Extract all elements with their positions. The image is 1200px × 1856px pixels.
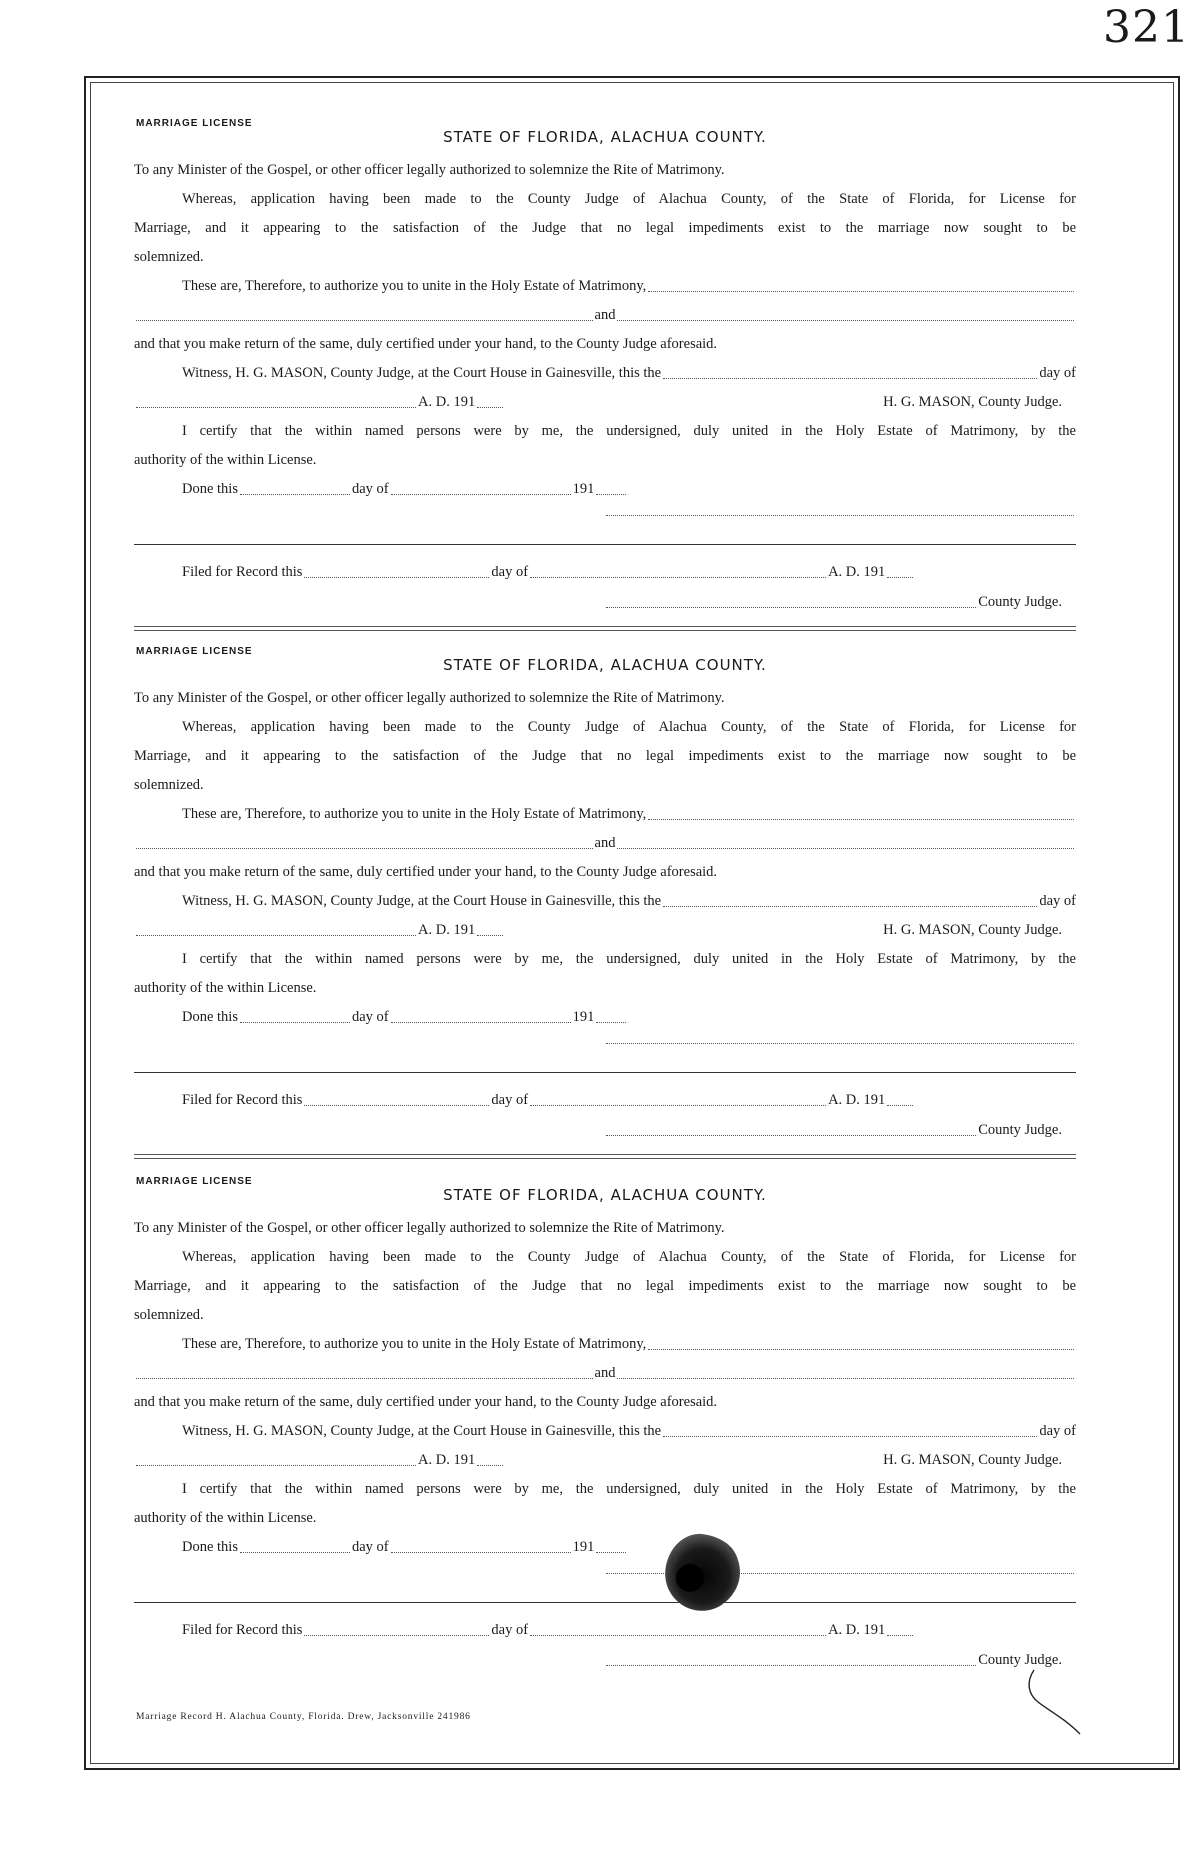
authorize-line: These are, Therefore, to authorize you to unite in the Holy Estate of Matrimony, — [134, 1336, 1076, 1353]
whereas-line-2: Marriage, and it appearing to the satisfaction of the Judge that no legal impediments exist to the marriage now sought to be — [134, 1278, 1076, 1294]
witness-line: Witness, H. G. MASON, County Judge, at the Court House in Gainesville, this the day of — [182, 1423, 1076, 1439]
certify-line-2: authority of the within License. — [134, 1510, 317, 1526]
whereas-line-2: Marriage, and it appearing to the satisfaction of the Judge that no legal impediments exist to the marriage now sought to be — [134, 748, 1076, 764]
done-line: Done this day of 191 — [134, 1009, 1076, 1026]
license-kicker: MARRIAGE LICENSE — [136, 118, 253, 129]
and-line: and — [134, 835, 1076, 852]
date-judge-line: A. D. 191 H. G. MASON, County Judge. — [134, 1452, 1076, 1469]
date-judge-line: A. D. 191 H. G. MASON, County Judge. — [134, 922, 1076, 939]
whereas-line-3: solemnized. — [134, 1307, 204, 1323]
license-title: STATE OF FLORIDA, ALACHUA COUNTY. — [443, 128, 767, 146]
certify-line-2: authority of the within License. — [134, 452, 317, 468]
and-line: and — [134, 307, 1076, 324]
county-judge-line: County Judge. — [134, 1652, 1076, 1669]
printer-imprint: Marriage Record H. Alachua County, Florida. Drew, Jacksonville 241986 — [136, 1712, 471, 1722]
certify-line-1: I certify that the within named persons were by me, the undersigned, duly united in the Holy Estate of Matrimony, by the — [182, 423, 1076, 439]
date-judge-line: A. D. 191 H. G. MASON, County Judge. — [134, 394, 1076, 411]
license-title: STATE OF FLORIDA, ALACHUA COUNTY. — [443, 1186, 767, 1204]
and-line: and — [134, 1365, 1076, 1382]
section-divider — [134, 1602, 1076, 1603]
return-line: and that you make return of the same, duly certified under your hand, to the County Judge aforesaid. — [134, 336, 718, 352]
license-kicker: MARRIAGE LICENSE — [136, 646, 253, 657]
signature-line — [134, 1038, 1076, 1039]
whereas-line-1: Whereas, application having been made to the County Judge of Alachua County, of the State of Florida, for License for — [182, 191, 1076, 207]
signature-line — [134, 510, 1076, 511]
authorize-line: These are, Therefore, to authorize you to unite in the Holy Estate of Matrimony, — [134, 806, 1076, 823]
filed-line: Filed for Record this day of A. D. 191 — [134, 564, 1076, 581]
address-line: To any Minister of the Gospel, or other officer legally authorized to solemnize the Rite of Matrimony. — [134, 1220, 725, 1236]
whereas-line-3: solemnized. — [134, 249, 204, 265]
done-line: Done this day of 191 — [134, 1539, 1076, 1556]
filed-line: Filed for Record this day of A. D. 191 — [134, 1092, 1076, 1109]
license-divider — [134, 626, 1076, 631]
certify-line-1: I certify that the within named persons were by me, the undersigned, duly united in the Holy Estate of Matrimony, by the — [182, 951, 1076, 967]
whereas-line-1: Whereas, application having been made to the County Judge of Alachua County, of the State of Florida, for License for — [182, 719, 1076, 735]
pen-scribble-icon — [1024, 1668, 1084, 1738]
license-divider — [134, 1154, 1076, 1159]
section-divider — [134, 544, 1076, 545]
address-line: To any Minister of the Gospel, or other officer legally authorized to solemnize the Rite of Matrimony. — [134, 162, 725, 178]
whereas-line-1: Whereas, application having been made to the County Judge of Alachua County, of the State of Florida, for License for — [182, 1249, 1076, 1265]
license-kicker: MARRIAGE LICENSE — [136, 1176, 253, 1187]
page-number: 321 — [1103, 2, 1190, 53]
ink-seal-icon — [660, 1530, 744, 1614]
signature-line — [134, 1568, 1076, 1569]
license-title: STATE OF FLORIDA, ALACHUA COUNTY. — [443, 656, 767, 674]
return-line: and that you make return of the same, duly certified under your hand, to the County Judge aforesaid. — [134, 864, 718, 880]
witness-line: Witness, H. G. MASON, County Judge, at the Court House in Gainesville, this the day of — [182, 893, 1076, 909]
filed-line: Filed for Record this day of A. D. 191 — [134, 1622, 1076, 1639]
witness-line: Witness, H. G. MASON, County Judge, at the Court House in Gainesville, this the day of — [182, 365, 1076, 381]
done-line: Done this day of 191 — [134, 481, 1076, 498]
county-judge-line: County Judge. — [134, 1122, 1076, 1139]
return-line: and that you make return of the same, duly certified under your hand, to the County Judge aforesaid. — [134, 1394, 718, 1410]
address-line: To any Minister of the Gospel, or other officer legally authorized to solemnize the Rite of Matrimony. — [134, 690, 725, 706]
county-judge-line: County Judge. — [134, 594, 1076, 611]
authorize-line: These are, Therefore, to authorize you to unite in the Holy Estate of Matrimony, — [134, 278, 1076, 295]
whereas-line-3: solemnized. — [134, 777, 204, 793]
certify-line-2: authority of the within License. — [134, 980, 317, 996]
section-divider — [134, 1072, 1076, 1073]
certify-line-1: I certify that the within named persons were by me, the undersigned, duly united in the Holy Estate of Matrimony, by the — [182, 1481, 1076, 1497]
whereas-line-2: Marriage, and it appearing to the satisfaction of the Judge that no legal impediments exist to the marriage now sought to be — [134, 220, 1076, 236]
